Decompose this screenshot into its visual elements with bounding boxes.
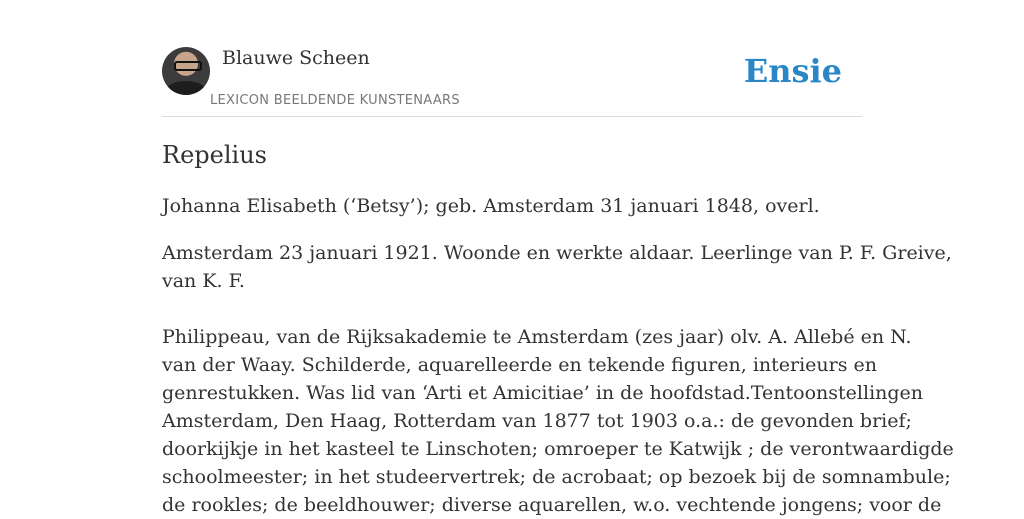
article-paragraph-3 (162, 323, 954, 519)
ensie-logo[interactable]: Ensie (743, 52, 842, 90)
avatar-shirt (166, 81, 206, 95)
text-line: doorkijkje in het kasteel te Linschoten; omroeper te Katwijk ; de verontwaardigde (162, 438, 954, 460)
article-paragraph-1 (162, 192, 864, 220)
text-line: de rookles; de beeldhouwer; diverse aquarellen, w.o. vechtende jongens; voor de (162, 494, 942, 516)
article-title: Repelius (162, 141, 267, 169)
author-avatar[interactable] (162, 47, 210, 95)
text-line: genrestukken. Was lid van ‘Arti et Amicitiae’ in de hoofdstad.Tentoonstellingen (162, 382, 924, 404)
page-header (162, 46, 862, 117)
avatar-glasses (174, 61, 202, 71)
article-paragraph-2 (162, 239, 952, 295)
text-line: Amsterdam, Den Haag, Rotterdam van 1877 tot 1903 o.a.: de gevonden brief; (162, 410, 912, 432)
source-lexicon[interactable]: LEXICON BEELDENDE KUNSTENAARS (210, 93, 460, 108)
text-line: Amsterdam 23 januari 1921. Woonde en werkte aldaar. Leerlinge van P. F. Greive, (162, 242, 952, 264)
text-line: schoolmeester; in het studeervertrek; de acrobaat; op bezoek bij de somnambule; (162, 466, 951, 488)
text-line: Philippeau, van de Rijksakademie te Amsterdam (zes jaar) olv. A. Allebé en N. (162, 326, 912, 348)
text-line: Johanna Elisabeth (‘Betsy’); geb. Amsterdam 31 januari 1848, overl. (162, 195, 820, 217)
text-line: van K. F. (162, 270, 245, 292)
text-line: van der Waay. Schilderde, aquarelleerde en tekende figuren, interieurs en (162, 354, 878, 376)
author-name[interactable]: Blauwe Scheen (222, 47, 370, 69)
